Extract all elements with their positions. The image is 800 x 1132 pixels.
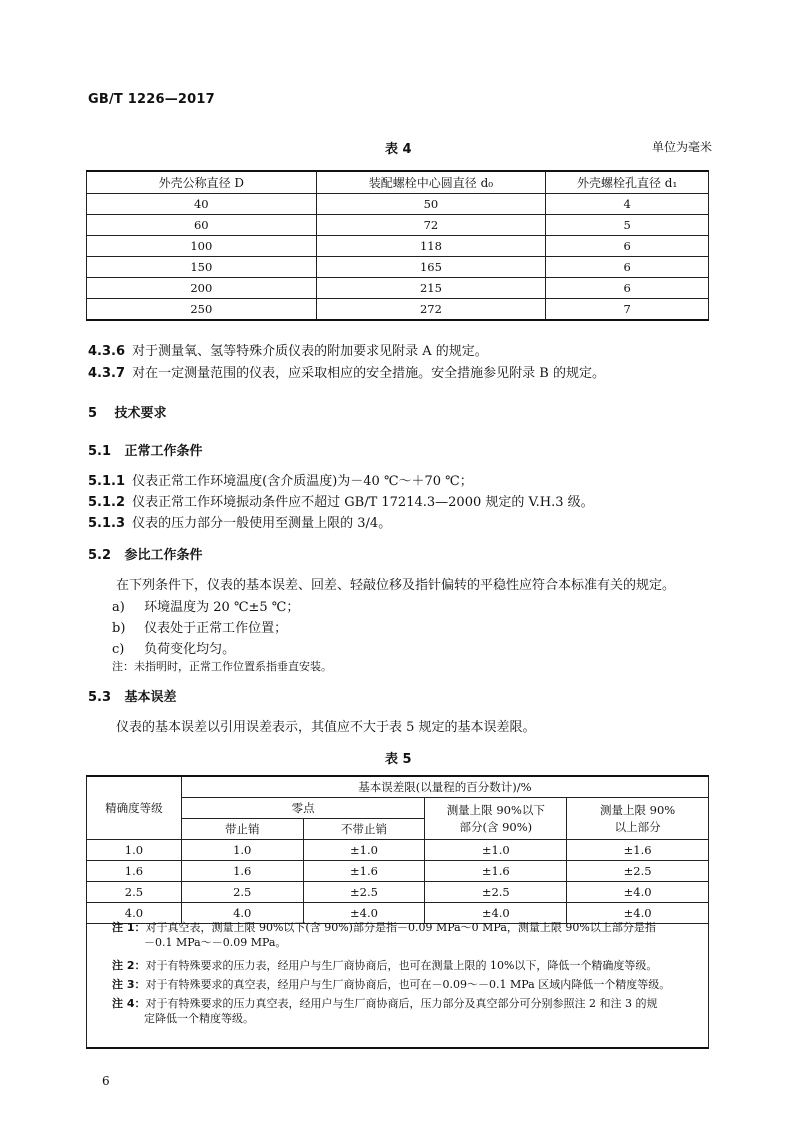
table5-cell: ±4.0 [567, 882, 709, 903]
clause-5-1-2 [88, 491, 594, 510]
table5-cell: 1.6 [181, 861, 303, 882]
header-line: 以上部分 [614, 819, 661, 834]
table5-zero-header: 零点 [181, 798, 425, 819]
section-5-1-heading [88, 440, 203, 459]
table4-cell: 118 [316, 236, 546, 257]
table5-note-1 [112, 920, 702, 950]
note-text: 对于有特殊要求的压力真空表，经用户与生厂商协商后，压力部分及真空部分可分别参照注 2 和注 3 的规 [145, 997, 658, 1010]
table4-caption: 表 4 [385, 142, 412, 157]
table4-cell: 100 [87, 236, 317, 257]
clause-number: 5.1.3 [88, 516, 126, 531]
table4-cell: 50 [316, 194, 546, 215]
header-line: 测量上限 90%以下 [446, 802, 545, 817]
table4-cell: 72 [316, 215, 546, 236]
paragraph-5-2: 在下列条件下，仪表的基本误差、回差、轻敲位移及指针偏转的平稳性应符合本标准有关的规定。 [116, 578, 676, 593]
clause-4-3-6 [88, 340, 488, 359]
table4-cell: 200 [87, 278, 317, 299]
table-row [87, 299, 709, 321]
clause-text: 对在一定测量范围的仪表，应采取相应的安全措施。安全措施参见附录 B 的规定。 [132, 366, 605, 381]
note-text: 对于真空表，测量上限 90%以下(含 90%)部分是指－0.09 MPa～0 MPa，测量上限 90%以上部分是指 [145, 921, 656, 934]
table4-col-header: 装配螺栓中心圆直径 d₀ [316, 171, 546, 194]
document-header: GB/T 1226—2017 [88, 92, 215, 107]
table4-header-row [87, 171, 709, 194]
section-title: 参比工作条件 [124, 548, 203, 563]
table-row [87, 861, 709, 882]
list-item-label: c) [112, 642, 125, 657]
table4-cell: 7 [546, 299, 709, 321]
section-title: 技术要求 [114, 406, 167, 421]
table-row [87, 882, 709, 903]
section-title: 基本误差 [124, 690, 177, 705]
note-label: 注 1： [112, 921, 146, 934]
section-number: 5.2 [88, 548, 112, 563]
note-text: 对于有特殊要求的真空表，经用户与生厂商协商后，也可在－0.09～－0.1 MPa 区域内降低一个精度等级。 [145, 978, 671, 991]
table5-cell: ±1.6 [303, 861, 425, 882]
table5-cell: ±2.5 [425, 882, 567, 903]
note-text: 对于有特殊要求的压力表，经用户与生厂商协商后，也可在测量上限的 10%以下，降低一个精确度等级。 [145, 959, 658, 972]
table5-cell: 1.0 [87, 840, 182, 861]
section-number: 5 [88, 406, 98, 421]
table5-cell: ±2.5 [303, 882, 425, 903]
table5-with-stop-header: 带止销 [181, 819, 303, 840]
clause-text: 仪表正常工作环境振动条件应不超过 GB/T 17214.3—2000 规定的 V.H.3 级。 [132, 495, 594, 510]
list-item [112, 638, 235, 657]
list-item-label: a) [112, 600, 125, 615]
list-item [112, 596, 299, 615]
note-label: 注 2： [112, 959, 146, 972]
table4-cell: 150 [87, 257, 317, 278]
section-5-3-heading [88, 686, 177, 705]
clause-number: 4.3.6 [88, 344, 126, 359]
table4-cell: 5 [546, 215, 709, 236]
clause-text: 仪表正常工作环境温度(含介质温度)为－40 ℃～＋70 ℃； [132, 474, 473, 489]
clause-5-1-3 [88, 512, 391, 531]
table4-col-header: 外壳螺栓孔直径 d₁ [546, 171, 709, 194]
table4-cell: 215 [316, 278, 546, 299]
clause-number: 5.1.2 [88, 495, 126, 510]
note-label: 注 4： [112, 997, 146, 1010]
clause-number: 4.3.7 [88, 366, 126, 381]
list-item-label: b) [112, 621, 126, 636]
list-item-text: 负荷变化均匀。 [144, 642, 236, 657]
table4-cell: 165 [316, 257, 546, 278]
table5-cell: ±1.6 [567, 840, 709, 861]
clause-text: 仪表的压力部分一般使用至测量上限的 3/4。 [132, 516, 392, 531]
table4-cell: 40 [87, 194, 317, 215]
table5-cell: 2.5 [87, 882, 182, 903]
table5-caption: 表 5 [385, 752, 412, 767]
table5-without-stop-header: 不带止销 [303, 819, 425, 840]
table5-cell: 2.5 [181, 882, 303, 903]
header-line: 测量上限 90% [599, 802, 676, 817]
list-item [112, 617, 287, 636]
table5-cell: ±1.0 [303, 840, 425, 861]
table-row [87, 257, 709, 278]
table5-cell: ±4.0 [303, 903, 425, 924]
table4-cell: 250 [87, 299, 317, 321]
clause-number: 5.1.1 [88, 474, 126, 489]
table5-cell: 1.0 [181, 840, 303, 861]
note-text: －0.1 MPa～－0.09 MPa。 [144, 936, 287, 949]
list-item-text: 环境温度为 20 ℃±5 ℃； [144, 600, 300, 615]
note-label: 注 3： [112, 978, 146, 991]
table5-cell: ±4.0 [567, 903, 709, 924]
header-line: 部分(含 90%) [459, 819, 533, 834]
paragraph-5-3: 仪表的基本误差以引用误差表示，其值应不大于表 5 规定的基本误差限。 [116, 720, 536, 735]
table5-cell: 4.0 [87, 903, 182, 924]
table4-col-header: 外壳公称直径 D [87, 171, 317, 194]
table5-cell: ±2.5 [567, 861, 709, 882]
table-row [87, 215, 709, 236]
note-text: 定降低一个精度等级。 [144, 1012, 254, 1025]
table4-cell: 6 [546, 278, 709, 299]
table5-cell: ±1.6 [425, 861, 567, 882]
table4-cell: 60 [87, 215, 317, 236]
table-row [87, 236, 709, 257]
table-row [87, 840, 709, 861]
list-item-text: 仪表处于正常工作位置； [144, 621, 288, 636]
table-row [87, 194, 709, 215]
note-5-2: 注：未指明时，正常工作位置系指垂直安装。 [112, 660, 332, 673]
table5-note-4 [112, 996, 702, 1026]
clause-5-1-1 [88, 470, 473, 489]
table4-cell: 6 [546, 236, 709, 257]
table4-cell: 4 [546, 194, 709, 215]
section-5-2-heading [88, 544, 203, 563]
table5-cell: 1.6 [87, 861, 182, 882]
table4-cell: 6 [546, 257, 709, 278]
section-title: 正常工作条件 [124, 444, 203, 459]
table5 [86, 775, 709, 924]
page-number: 6 [102, 1074, 110, 1088]
table5-grade-header: 精确度等级 [87, 776, 182, 840]
table5-cell: 4.0 [181, 903, 303, 924]
table4-cell: 272 [316, 299, 546, 321]
table5-above90-header [567, 798, 709, 840]
table5-note-3 [112, 977, 702, 992]
section-5-heading [88, 402, 167, 421]
table4-unit: 单位为毫米 [651, 140, 712, 154]
table5-cell: ±4.0 [425, 903, 567, 924]
table4 [86, 170, 709, 321]
clause-4-3-7 [88, 362, 605, 381]
table5-header-row [87, 776, 709, 798]
clause-text: 对于测量氧、氢等特殊介质仪表的附加要求见附录 A 的规定。 [132, 344, 488, 359]
table-row [87, 278, 709, 299]
table5-note-2 [112, 958, 702, 973]
table5-cell: ±1.0 [425, 840, 567, 861]
table5-below90-header [425, 798, 567, 840]
section-number: 5.3 [88, 690, 112, 705]
table5-group-header: 基本误差限(以量程的百分数计)/% [181, 776, 708, 798]
section-number: 5.1 [88, 444, 112, 459]
